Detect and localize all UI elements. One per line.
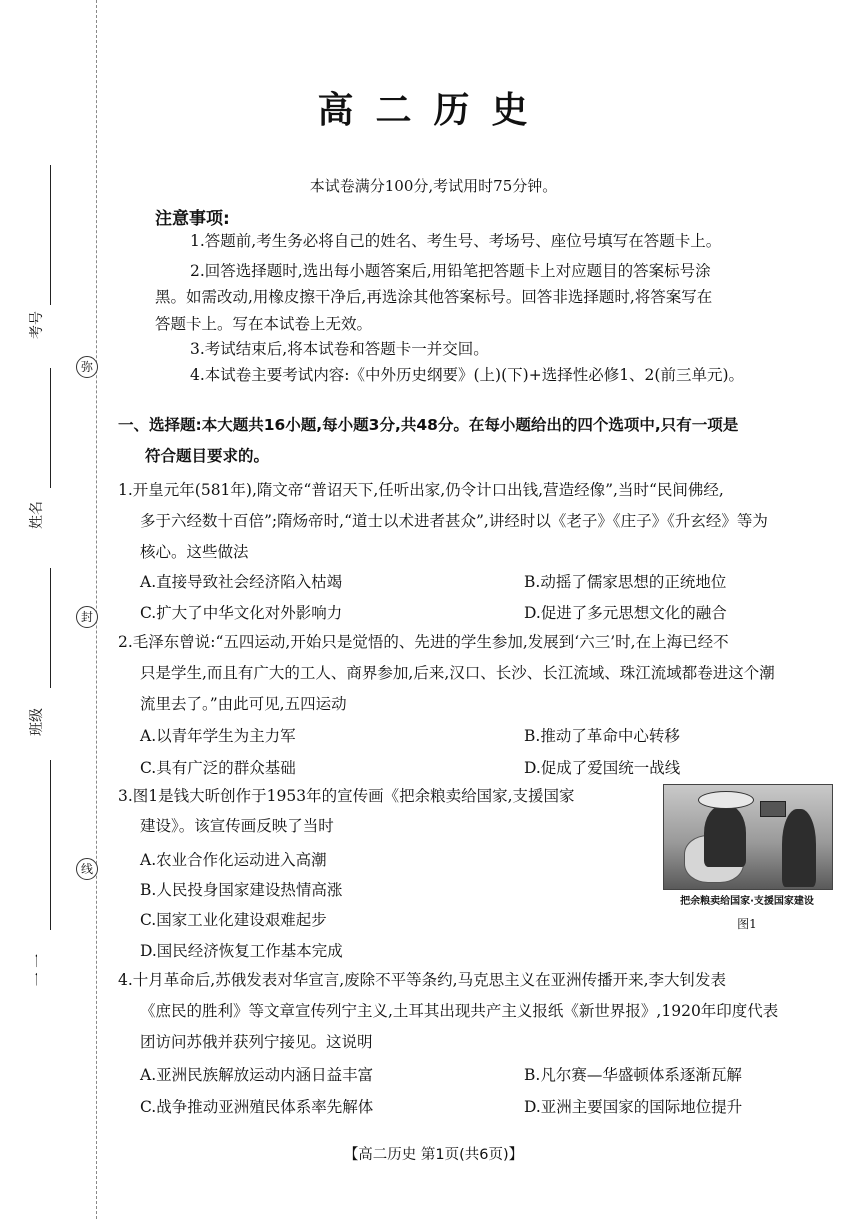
class-write-line	[50, 568, 51, 688]
question-1-option-c: C.扩大了中华文化对外影响力	[140, 604, 343, 622]
notice-item-2-line-2: 黑。如需改动,用橡皮擦干净后,再选涂其他答案标号。回答非选择题时,将答案写在	[155, 288, 713, 306]
straw-hat-shape	[698, 791, 754, 809]
question-1-option-b: B.动摇了儒家思想的正统地位	[524, 573, 727, 591]
question-1-option-a: A.直接导致社会经济陷入枯竭	[140, 573, 343, 591]
scale-shape	[760, 801, 786, 817]
question-1-option-d: D.促进了多元思想文化的融合	[524, 604, 727, 622]
propaganda-poster-image	[663, 784, 833, 890]
question-2-stem-line-1: 2.毛泽东曾说:“五四运动,开始只是觉悟的、先进的学生参加,发展到‘六三’时,在上海已经不	[118, 633, 729, 651]
question-2-option-a: A.以青年学生为主力军	[140, 727, 296, 745]
question-4-stem-line-1: 4.十月革命后,苏俄发表对华宣言,废除不平等条约,马克思主义在亚洲传播开来,李大钊发表	[118, 971, 726, 989]
figure-1-caption: 把余粮卖给国家·支援国家建设	[680, 896, 814, 907]
question-2-option-c: C.具有广泛的群众基础	[140, 759, 296, 777]
notice-item-1: 1.答题前,考生务必将自己的姓名、考生号、考场号、座位号填写在答题卡上。	[190, 232, 722, 250]
question-3-stem-line-1: 3.图1是钱大昕创作于1953年的宣传画《把余粮卖给国家,支援国家	[118, 787, 575, 805]
question-1-stem-line-1: 1.开皇元年(581年),隋文帝“普诏天下,任听出家,仍令计口出钱,营造经像”,当时“民间佛经,	[118, 481, 724, 499]
bottom-write-line	[50, 760, 51, 930]
notice-item-2-line-1: 2.回答选择题时,选出每小题答案后,用铅笔把答题卡上对应题目的答案标号涂	[190, 262, 711, 280]
notice-item-4: 4.本试卷主要考试内容:《中外历史纲要》(上)(下)+选择性必修1、2(前三单元)。	[190, 366, 745, 384]
section-1-heading-line-2: 符合题目要求的。	[145, 447, 270, 465]
question-3-option-b: B.人民投身国家建设热情高涨	[140, 881, 343, 899]
seal-feng: 封	[76, 606, 98, 628]
question-3-option-c: C.国家工业化建设艰难起步	[140, 911, 327, 929]
page-title: 高二历史	[317, 90, 550, 131]
question-4-option-d: D.亚洲主要国家的国际地位提升	[524, 1098, 743, 1116]
question-4-option-a: A.亚洲民族解放运动内涵日益丰富	[140, 1066, 374, 1084]
exam-id-label: 考号	[29, 311, 45, 339]
seal-mi: 弥	[76, 356, 98, 378]
question-3-option-a: A.农业合作化运动进入高潮	[140, 851, 327, 869]
name-label: 姓名	[29, 501, 45, 529]
page-footer: 【高二历史 第1页(共6页)】	[343, 1147, 524, 1163]
question-2-stem-line-2: 只是学生,而且有广大的工人、商界参加,后来,汉口、长沙、长江流域、珠江流域都卷进这个潮	[140, 664, 775, 682]
class-label: 班级	[29, 708, 45, 736]
notice-item-2-line-3: 答题卡上。写在本试卷上无效。	[155, 315, 373, 333]
question-4-option-c: C.战争推动亚洲殖民体系率先解体	[140, 1098, 374, 1116]
exam-info: 本试卷满分100分,考试用时75分钟。	[309, 177, 558, 195]
question-2-stem-line-3: 流里去了。”由此可见,五四运动	[140, 695, 347, 713]
notice-item-3: 3.考试结束后,将本试卷和答题卡一并交回。	[190, 340, 489, 358]
section-1-heading-line-1: 一、选择题:本大题共16小题,每小题3分,共48分。在每小题给出的四个选项中,只有一项是	[118, 416, 739, 434]
question-3-option-d: D.国民经济恢复工作基本完成	[140, 942, 343, 960]
question-4-option-b: B.凡尔赛—华盛顿体系逐渐瓦解	[524, 1066, 742, 1084]
question-3-stem-line-2: 建设》。该宣传画反映了当时	[140, 817, 334, 835]
question-1-stem-line-3: 核心。这些做法	[140, 543, 249, 561]
farmer-figure	[704, 805, 746, 867]
question-4-stem-line-3: 团访问苏俄并获列宁接见。这说明	[140, 1033, 373, 1051]
worker-figure	[782, 809, 816, 887]
question-2-option-d: D.促成了爱国统一战线	[524, 759, 681, 777]
seal-xian: 线	[76, 858, 98, 880]
name-write-line	[50, 368, 51, 488]
question-4-stem-line-2: 《庶民的胜利》等文章宣传列宁主义,土耳其出现共产主义报纸《新世界报》,1920年印度代表	[140, 1002, 779, 1020]
figure-1-label: 图1	[737, 917, 757, 931]
notice-heading: 注意事项:	[155, 209, 230, 229]
bottom-label: 一 一	[31, 953, 48, 987]
question-1-stem-line-2: 多于六经数十百倍”;隋炀帝时,“道士以术进者甚众”,讲经时以《老子》《庄子》《升玄经》等为	[140, 512, 768, 530]
question-2-option-b: B.推动了革命中心转移	[524, 727, 680, 745]
